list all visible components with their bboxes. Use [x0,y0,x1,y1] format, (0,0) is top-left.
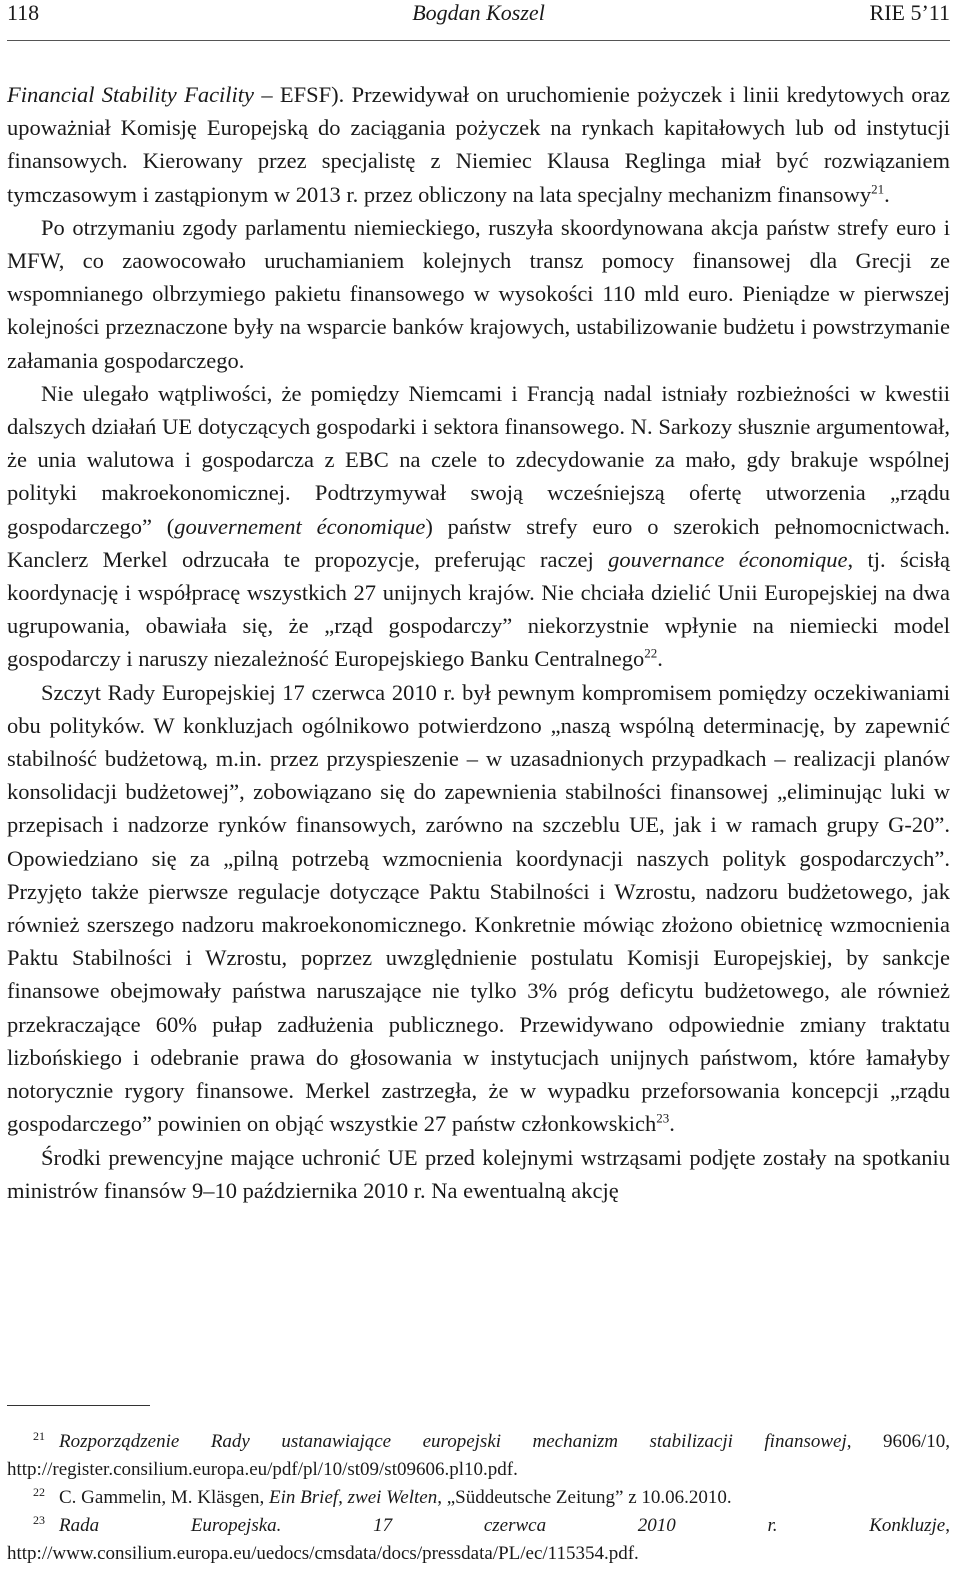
footnote-rule [7,1405,150,1406]
footnotes [7,1428,950,1568]
paragraph-5: Środki prewencyjne mające uchronić UE przed kolejnymi wstrząsami podjęte zostały na spotkaniu ministrów finansów 9–10 października 2010 r. Na ewentualną akcję [7,1144,950,1203]
header-rule [7,40,950,41]
body-text [7,78,950,1207]
footnote-ref-23[interactable]: 23 [656,1110,670,1126]
running-header [7,0,950,30]
term-efsf: Financial Stability Facility [7,82,255,107]
footnote-21: $^{21}$ Rozporządzenie Rady ustanawiające europejski mechanizm stabilizacji finansowej, 9606/10, http://register.consilium.europa.eu/pdf/pl/10/st09/st09606.pl10.pdf. [7,1428,951,1480]
footnote-ref-21[interactable]: 21 [871,181,885,197]
paragraph-4: Szczyt Rady Europejskiej 17 czerwca 2010 r. był pewnym kompromisem pomiędzy oczekiwaniami obu polityków. W konkluzjach ogólnikowo potwierdzono „naszą wspólną determinację, by zapewnić stabilność budżetową, m.in. przez przyspieszenie – w uzasadnionych przypadkach – realizacji planów konsolidacji budżetowej”, zobowiązano się do zapewnienia stabilności finansowej „eliminując luki w przepisach i nadzorze rynków finansowych, zarówno na szczeblu UE, jak i w ramach grupy G-20”. Opowiedziano się za „pilną potrzebą wzmocnienia koordynacji naszych polityk gospodarczych”. Przyjęto także pierwsze regulacje dotyczące Paktu Stabilności i Wzrostu, nadzoru budżetowego, jak również szerszego nadzoru makroekonomicznego. Konkretnie mówiąc złożono obietnicę wzmocnienia Paktu Stabilności i Wzrostu, poprzez uwzględnienie postulatu Komisji Europejskiej, by sankcje finansowe obejmowały państwa naruszające nie tylko 3% próg deficytu budżetowego, ale również przekraczające 60% pułap zadłużenia publicznego. Przewidywano odpowiednie zmiany traktatu lizbońskiego i odebranie prawa do głosowania w instytucjach unijnych państwom, które łamałyby notorycznie rygory finansowe. Merkel zastrzegła, że w wypadku przeforsowania koncepcji „rządu gospodarczego” powinien on objąć wszystkie 27 państw członkowskich$^{23}$. [7,679,950,1137]
journal-issue: RIE 5’11 [869,0,950,25]
running-author: Bogdan Koszel [412,0,545,25]
footnote-22: $^{22}$ C. Gammelin, M. Kläsgen, Ein Brief, zwei Welten, „Süddeutsche Zeitung” z 10.06.2010. [33,1484,732,1508]
page-number: 118 [7,0,40,25]
paragraph-2: Po otrzymaniu zgody parlamentu niemieckiego, ruszyła skoordynowana akcja państw strefy euro i MFW, co zaowocowało uruchamianiem kolejnych transz pomocy finansowej dla Grecji ze wspomnianego olbrzymiego pakietu finansowego w wysokości 110 mld euro. Pieniądze w pierwszej kolejności przeznaczone były na wsparcie banków krajowych, ustabilizowanie budżetu i powstrzymanie załamania gospodarczego. [7,214,950,373]
footnote-23: $^{23}$ Rada Europejska. 17 czerwca 2010 r. Konkluzje, http://www.consilium.europa.eu/uedocs/cmsdata/docs/pressdata/PL/ec/115354.pdf. [7,1512,950,1564]
paragraph-3: Nie ulegało wątpliwości, że pomiędzy Niemcami i Francją nadal istniały rozbieżności w kwestii dalszych działań UE dotyczących gospodarki i sektora finansowego. N. Sarkozy słusznie argumentował, że unia walutowa i gospodarcza z EBC na czele to zdecydowanie za mało, gdy brakuje wspólnej polityki makroekonomicznej. Podtrzymywał swoją wcześniejszą ofertę utworzenia „rządu gospodarczego” (gouvernement économique) państw strefy euro o szerokich pełnomocnictwach. Kanclerz Merkel odrzucała te propozycje, preferując raczej gouvernance économique, tj. ścisłą koordynację i współpracę wszystkich 27 unijnych krajów. Nie chciała dzielić Unii Europejskiej na dwa ugrupowania, obawiała się, że „rząd gospodarczy” niekorzystnie wpłynie na niemiecki model gospodarczy i naruszy niezależność Europejskiego Banku Centralnego$^{22}$. [7,380,950,672]
footnote-ref-22[interactable]: 22 [644,645,658,661]
paragraph-1: Financial Stability Facility – EFSF). Przewidywał on uruchomienie pożyczek i linii kredytowych oraz upoważniał Komisję Europejską do zaciągania pożyczek na rynkach kapitałowych lub od instytucji finansowych. Kierowany przez specjalistę z Niemiec Klausa Reglinga miał być rozwiązaniem tymczasowym i zastąpionym w 2013 r. przez obliczony na lata specjalny mechanizm finansowy$^{21}$. [7,82,950,207]
